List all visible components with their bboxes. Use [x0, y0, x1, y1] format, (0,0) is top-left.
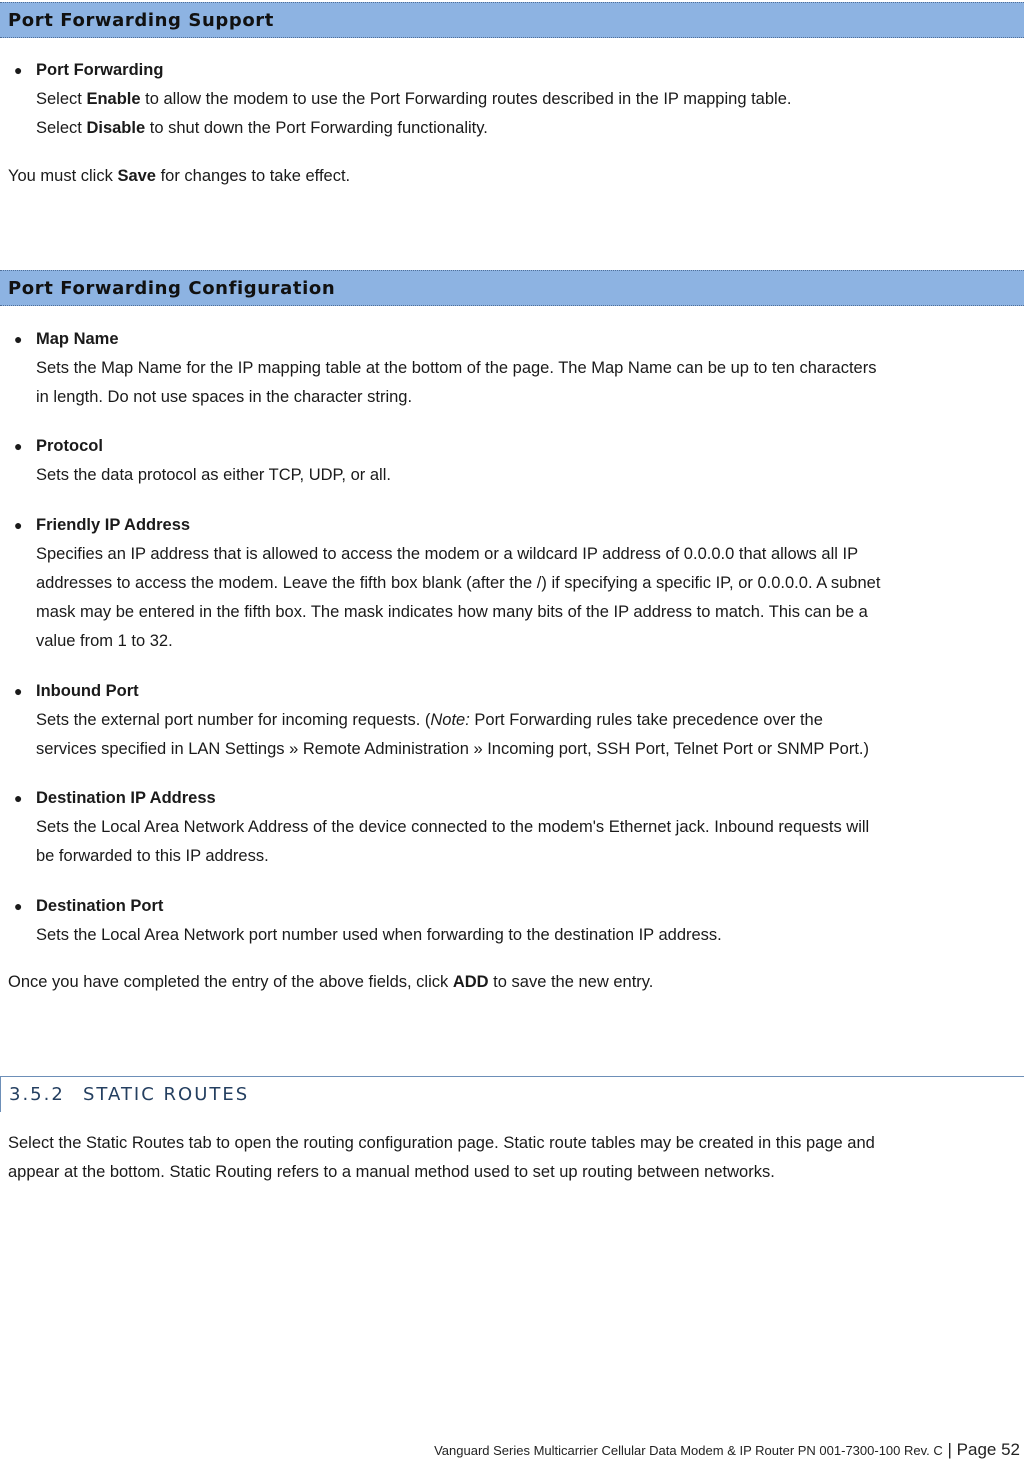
description-line: mask may be entered in the fifth box. The mask indicates how many bits of the IP address to match. This can be a — [36, 603, 868, 621]
item-description — [36, 354, 1024, 412]
footer-separator: | — [942, 1440, 957, 1459]
bullet-icon: ● — [14, 683, 23, 699]
description-line: in length. Do not use spaces in the character string. — [36, 388, 413, 406]
description-line: Select Enable to allow the modem to use the Port Forwarding routes described in the IP mapping table. — [36, 90, 792, 108]
item-description — [36, 85, 1024, 143]
page-number: Page 52 — [956, 1440, 1020, 1459]
description-line: be forwarded to this IP address. — [36, 847, 269, 865]
footer-text: Vanguard Series Multicarrier Cellular Data Modem & IP Router PN 001-7300-100 Rev. C — [434, 1443, 943, 1458]
add-note: Once you have completed the entry of the above fields, click ADD to save the new entry. — [8, 973, 654, 991]
item-title: Port Forwarding — [36, 61, 164, 79]
item-title: Inbound Port — [36, 682, 139, 700]
bullet-icon: ● — [14, 331, 23, 347]
section-number: 3.5.2 — [9, 1084, 65, 1105]
item-description — [36, 921, 1024, 950]
paragraph-line: appear at the bottom. Static Routing refers to a manual method used to set up routing between networks. — [8, 1163, 775, 1181]
bullet-icon: ● — [14, 517, 23, 533]
section-title: Port Forwarding Configuration — [8, 278, 336, 299]
description-line: Specifies an IP address that is allowed to access the modem or a wildcard IP address of 0.0.0.0 that allows all IP — [36, 545, 859, 563]
description-line: Sets the external port number for incoming requests. (Note: Port Forwarding rules take precedence over the — [36, 711, 823, 729]
item-title: Protocol — [36, 437, 103, 455]
item-title: Friendly IP Address — [36, 516, 191, 534]
description-line: services specified in LAN Settings » Remote Administration » Incoming port, SSH Port, Telnet Port or SNMP Port.) — [36, 740, 870, 758]
description-line: addresses to access the modem. Leave the fifth box blank (after the /) if specifying a specific IP, or 0.0.0.0. A subnet — [36, 574, 881, 592]
description-line: Sets the Local Area Network port number used when forwarding to the destination IP address. — [36, 926, 722, 944]
item-description — [36, 540, 1024, 656]
bullet-icon: ● — [14, 790, 23, 806]
description-line: Sets the Map Name for the IP mapping table at the bottom of the page. The Map Name can be up to ten characters — [36, 359, 877, 377]
save-note: You must click Save for changes to take effect. — [8, 167, 351, 185]
section-title: Port Forwarding Support — [8, 10, 274, 31]
bullet-icon: ● — [14, 438, 23, 454]
item-description — [36, 706, 1024, 764]
paragraph-line: Select the Static Routes tab to open the routing configuration page. Static route tables may be created in this page and — [8, 1134, 875, 1152]
section-title: STATIC ROUTES — [83, 1084, 250, 1105]
description-line: Sets the data protocol as either TCP, UDP, or all. — [36, 466, 391, 484]
section-header-port-forwarding-support — [0, 2, 1024, 38]
description-line: Sets the Local Area Network Address of the device connected to the modem's Ethernet jack. Inbound requests will — [36, 818, 870, 836]
section-header-port-forwarding-configuration — [0, 270, 1024, 306]
item-title: Destination IP Address — [36, 789, 216, 807]
description-line: value from 1 to 32. — [36, 632, 173, 650]
item-title: Map Name — [36, 330, 119, 348]
item-description — [36, 461, 1024, 490]
page-footer — [434, 1440, 1020, 1460]
heading-static-routes — [0, 1076, 1024, 1112]
description-line: Select Disable to shut down the Port Forwarding functionality. — [36, 119, 488, 137]
bullet-icon: ● — [14, 898, 23, 914]
static-routes-paragraph — [8, 1129, 875, 1187]
bullet-icon: ● — [14, 62, 23, 78]
item-title: Destination Port — [36, 897, 164, 915]
item-description — [36, 813, 1024, 871]
